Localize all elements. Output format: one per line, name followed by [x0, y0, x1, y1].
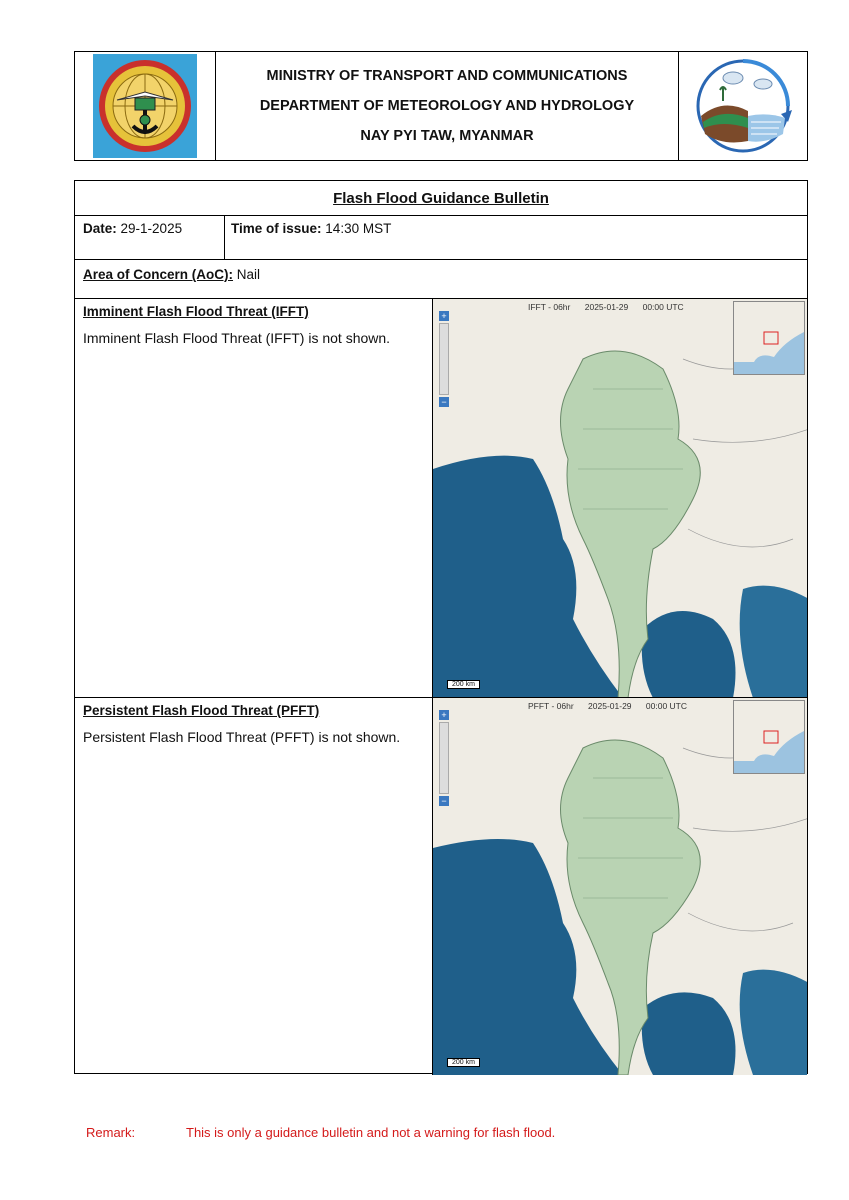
remark	[86, 1125, 555, 1140]
pfft-scale-bar: 200 km	[447, 1058, 480, 1067]
pfft-map-caption	[528, 701, 699, 711]
header-line-ministry: MINISTRY OF TRANSPORT AND COMMUNICATIONS	[266, 68, 628, 84]
remark-label: Remark:	[86, 1125, 136, 1140]
pfft-heading: Persistent Flash Flood Threat (PFFT)	[83, 703, 320, 718]
time-value: 14:30 MST	[325, 221, 392, 236]
ifft-product: IFFT - 06hr	[528, 302, 571, 312]
date-row	[75, 216, 807, 260]
ifft-map-caption	[528, 302, 696, 312]
ifft-date: 2025-01-29	[584, 302, 629, 312]
pfft-body: Persistent Flash Flood Threat (PFFT) is not shown.	[83, 729, 401, 745]
date-label: Date:	[83, 221, 117, 236]
header-title-block	[216, 52, 678, 160]
area-of-concern-row	[75, 260, 807, 299]
time-cell	[225, 216, 807, 259]
zoom-slider[interactable]	[439, 722, 449, 794]
pfft-section	[75, 698, 807, 1075]
ifft-overview-map[interactable]	[733, 301, 805, 375]
pfft-product: PFFT - 06hr	[528, 701, 574, 711]
ifft-section	[75, 299, 807, 698]
ifft-zoom-control	[439, 311, 449, 409]
aoc-value: Nail	[236, 267, 261, 282]
ifft-text-cell	[75, 299, 432, 697]
time-label: Time of issue:	[231, 221, 322, 236]
document-header	[74, 51, 808, 161]
pfft-overview-map[interactable]	[733, 700, 805, 774]
pfft-map[interactable]	[432, 698, 807, 1075]
ministry-emblem-icon	[93, 54, 197, 158]
header-line-location: NAY PYI TAW, MYANMAR	[360, 128, 534, 144]
ifft-map[interactable]	[432, 299, 807, 697]
pfft-date: 2025-01-29	[588, 701, 632, 711]
pfft-text-cell	[75, 698, 432, 1075]
remark-text: This is only a guidance bulletin and not a warning for flash flood.	[186, 1125, 556, 1140]
ministry-logo	[75, 52, 216, 160]
pfft-time: 00:00 UTC	[645, 701, 688, 711]
zoom-in-icon[interactable]: +	[439, 311, 449, 321]
pfft-zoom-control	[439, 710, 449, 808]
zoom-in-icon[interactable]: +	[439, 710, 449, 720]
ifft-body: Imminent Flash Flood Threat (IFFT) is not shown.	[83, 330, 391, 346]
bulletin-title: Flash Flood Guidance Bulletin	[75, 181, 807, 216]
zoom-out-icon[interactable]: −	[439, 796, 449, 806]
zoom-slider[interactable]	[439, 323, 449, 395]
bulletin-table	[74, 180, 808, 1074]
ifft-heading: Imminent Flash Flood Threat (IFFT)	[83, 304, 309, 319]
date-value: 29-1-2025	[120, 221, 183, 236]
header-line-department: DEPARTMENT OF METEOROLOGY AND HYDROLOGY	[259, 98, 635, 114]
aoc-label: Area of Concern (AoC):	[83, 267, 234, 282]
ifft-time: 00:00 UTC	[642, 302, 684, 312]
hydrological-cycle-icon	[693, 56, 793, 156]
zoom-out-icon[interactable]: −	[439, 397, 449, 407]
date-cell	[75, 216, 225, 259]
ifft-scale-bar: 200 km	[447, 680, 480, 689]
dmh-logo	[678, 52, 807, 160]
